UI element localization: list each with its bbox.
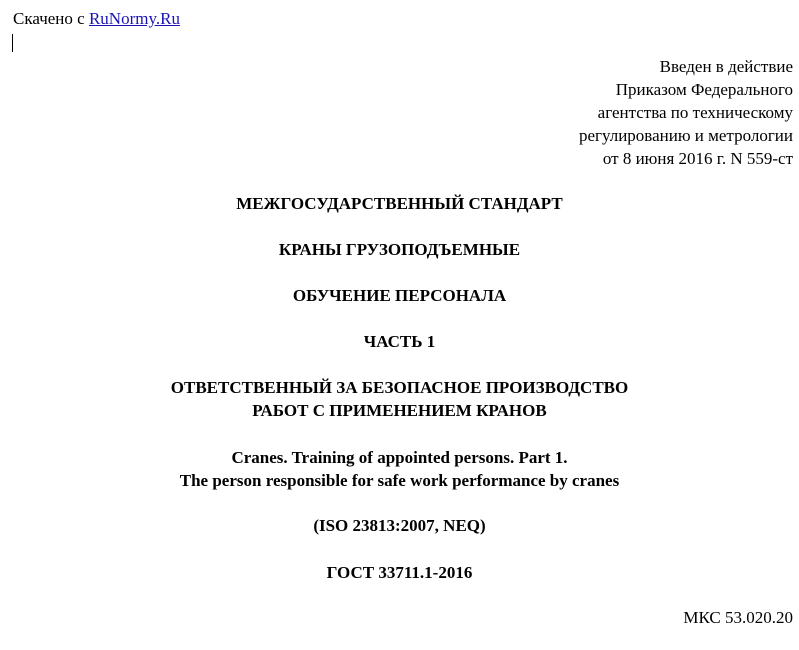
standard-part	[0, 330, 799, 353]
subtitle-line: ОТВЕТСТВЕННЫЙ ЗА БЕЗОПАСНОЕ ПРОИЗВОДСТВО	[170, 378, 629, 397]
english-title-line: Cranes. Training of appointed persons. Part 1.	[231, 448, 568, 467]
enactment-line: регулированию и метрологии	[578, 126, 793, 145]
iso-reference-text: (ISO 23813:2007, NEQ)	[313, 516, 486, 535]
enactment-line: от 8 июня 2016 г. N 559-ст	[602, 149, 793, 168]
english-title-line: The person responsible for safe work performance by cranes	[179, 471, 620, 490]
english-title	[0, 446, 799, 492]
source-link[interactable]: RuNormy.Ru	[88, 9, 180, 28]
mks-code: МКС 53.020.20	[683, 608, 793, 627]
source-line	[13, 9, 180, 29]
standard-part-text: ЧАСТЬ 1	[363, 332, 436, 351]
standard-subject	[0, 238, 799, 261]
standard-category	[0, 192, 799, 215]
enactment-line: Введен в действие	[659, 57, 793, 76]
enactment-block	[579, 55, 793, 170]
standard-category-text: МЕЖГОСУДАРСТВЕННЫЙ СТАНДАРТ	[236, 194, 563, 213]
enactment-line: агентства по техническому	[597, 103, 793, 122]
standard-subtitle	[0, 376, 799, 422]
enactment-line: Приказом Федерального	[615, 80, 793, 99]
standard-topic	[0, 284, 799, 307]
text-cursor	[12, 34, 13, 52]
subtitle-line: РАБОТ С ПРИМЕНЕНИЕМ КРАНОВ	[252, 401, 547, 420]
standard-number	[0, 561, 799, 584]
source-prefix: Скачено с	[13, 9, 85, 28]
standard-topic-text: ОБУЧЕНИЕ ПЕРСОНАЛА	[292, 286, 507, 305]
standard-subject-text: КРАНЫ ГРУЗОПОДЪЕМНЫЕ	[278, 240, 521, 259]
standard-number-text: ГОСТ 33711.1-2016	[326, 563, 473, 582]
iso-reference	[0, 514, 799, 537]
